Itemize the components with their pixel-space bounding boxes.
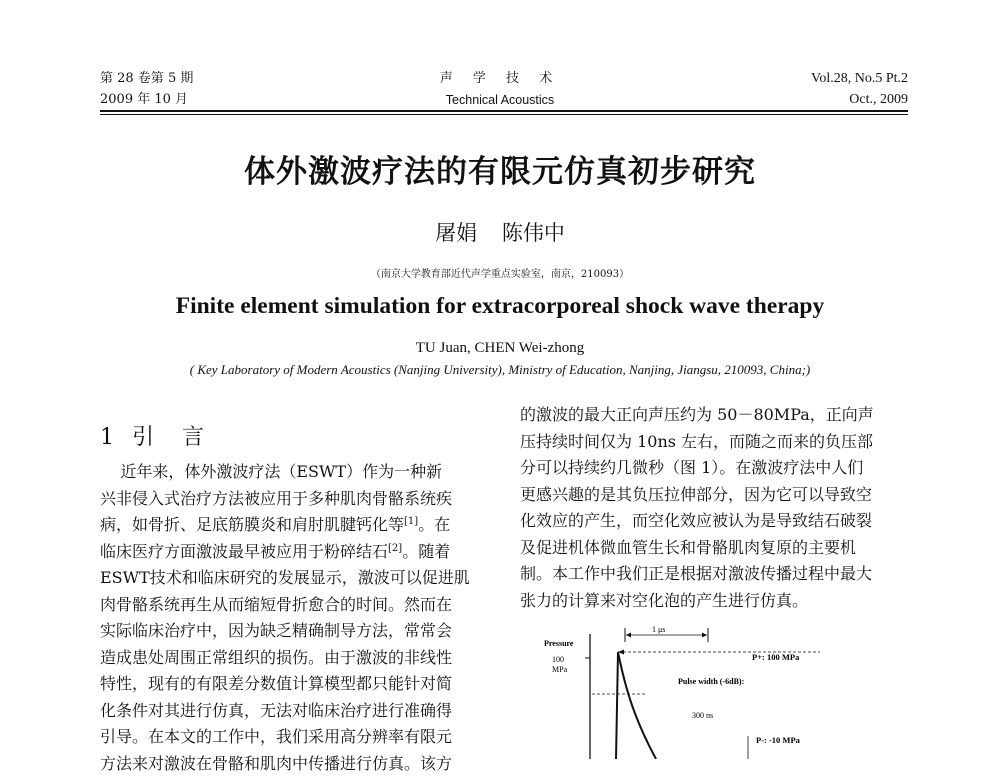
authors-en: TU Juan, CHEN Wei-zhong (0, 340, 1000, 357)
body-line (100, 539, 492, 566)
section-heading (100, 420, 204, 451)
body-line: 压持续时间仅为 10ns 左右，而随之而来的负压部 (520, 429, 910, 456)
header-volume-issue-cn: 第 28 卷第 5 期 (100, 70, 193, 88)
body-line: 张力的计算来对空化泡的产生进行仿真。 (520, 588, 910, 615)
section-title-part-a: 引 (132, 425, 154, 450)
paper-title-cn: 体外激波疗法的有限元仿真初步研究 (0, 146, 1000, 191)
body-line (100, 512, 492, 539)
paper-title-en: Finite element simulation for extracorporeal shock wave therapy (0, 293, 1000, 320)
affiliation-en: ( Key Laboratory of Modern Acoustics (Nanjing University), Ministry of Education, Nanjing, Jiangsu, 210093, China;) (0, 362, 1000, 378)
waveform-rise (616, 652, 618, 759)
body-line: 及促进机体微血管生长和骨骼肌肉复原的主要机 (520, 535, 910, 562)
label-p-plus: P+: 100 MPa (752, 652, 800, 662)
citation-ref: [2] (388, 543, 402, 554)
body-line: 的激波的最大正向声压约为 50－80MPa，正向声 (520, 402, 910, 429)
shock-wave-diagram (530, 622, 830, 759)
body-line: 化条件对其进行仿真，无法对临床治疗进行准确得 (100, 698, 492, 725)
body-line: 造成患处周围正常组织的损伤。由于激波的非线性 (100, 645, 492, 672)
section-number: 1 (100, 425, 114, 450)
body-line: 特性，现有的有限差分数值计算模型都只能针对简 (100, 671, 492, 698)
section-title-part-b: 言 (182, 425, 204, 450)
header-journal-cn: 声 学 技 术 (0, 70, 1000, 88)
arrowhead-left (626, 633, 631, 638)
header-journal-en: Technical Acoustics (0, 91, 1000, 109)
header-rule-thin (100, 114, 908, 115)
body-line-text: 病，如骨折、足底筋膜炎和肩肘肌腱钙化等 (100, 515, 404, 534)
left-column-text (100, 459, 492, 777)
affiliation-cn: （南京大学教育部近代声学重点实验室，南京，210093） (0, 265, 1000, 280)
header-date-cn: 2009 年 10 月 (100, 91, 188, 109)
body-line: 近年来，体外激波疗法（ESWT）作为一种新 (100, 459, 492, 486)
tick-unit-label: MPa (552, 665, 568, 674)
label-1us: 1 μs (652, 625, 665, 634)
body-line-text: 临床医疗方面激波最早被应用于粉碎结石 (100, 542, 388, 561)
header-volume-issue-en: Vol.28, No.5 Pt.2 (811, 70, 908, 88)
right-column-text (520, 402, 910, 614)
waveform-decay (618, 652, 656, 759)
arrowhead-right (702, 633, 707, 638)
body-line: 肉骨骼系统再生从而缩短骨折愈合的时间。然而在 (100, 592, 492, 619)
body-line: 分可以持续约几微秒（图 1）。在激波疗法中人们 (520, 455, 910, 482)
body-line: 更感兴趣的是其负压拉伸部分，因为它可以导致空 (520, 482, 910, 509)
label-p-minus: P-: -10 MPa (756, 735, 801, 745)
label-300ns: 300 ns (692, 711, 713, 720)
body-line-text: 。在 (418, 515, 450, 534)
body-line: ESWT技术和临床研究的发展显示，激波可以促进肌 (100, 565, 492, 592)
header-date-en: Oct., 2009 (849, 91, 908, 109)
tick-100-label: 100 (552, 655, 564, 664)
body-line: 实际临床治疗中，因为缺乏精确制导方法，常常会 (100, 618, 492, 645)
citation-ref: [1] (404, 516, 418, 527)
body-line: 引导。在本文的工作中，我们采用高分辨率有限元 (100, 724, 492, 751)
label-pulse-width: Pulse width (-6dB): (678, 677, 744, 686)
pressure-axis-label: Pressure (544, 639, 574, 648)
figure-shock-wave (530, 622, 830, 763)
header-rule-thick (100, 110, 908, 112)
body-line: 制。本工作中我们正是根据对激波传播过程中最大 (520, 561, 910, 588)
body-line: 方法来对激波在骨骼和肌肉中传播进行仿真。该方 (100, 751, 492, 777)
body-line: 兴非侵入式治疗方法被应用于多种肌肉骨骼系统疾 (100, 486, 492, 513)
authors-cn: 屠娟 陈伟中 (0, 217, 1000, 247)
body-line: 化效应的产生，而空化效应被认为是导致结石破裂 (520, 508, 910, 535)
body-line-text: 。随着 (402, 542, 450, 561)
